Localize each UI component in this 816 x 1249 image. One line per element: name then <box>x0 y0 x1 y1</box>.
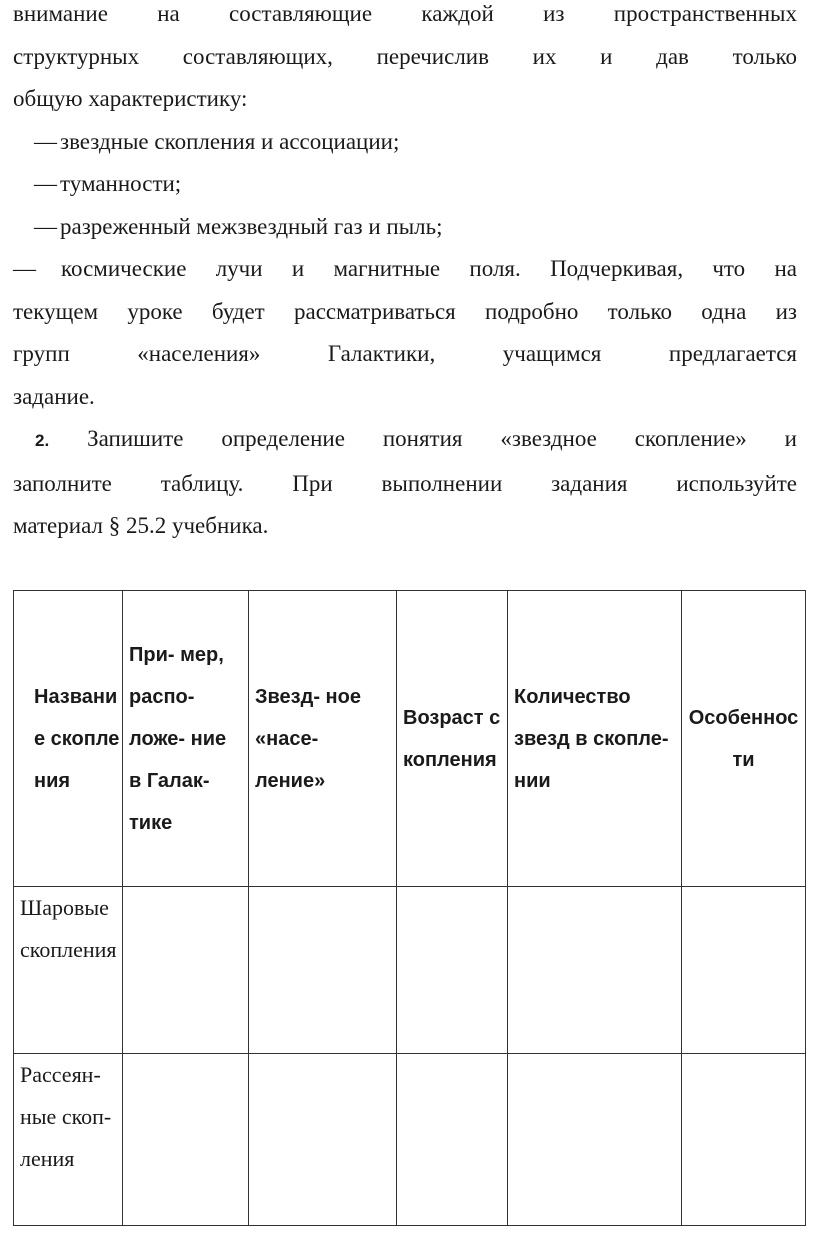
table-cell[interactable] <box>123 887 249 1054</box>
document-page <box>13 0 797 548</box>
row-name-open: Рассеян- ные скоп- ления <box>14 1054 123 1226</box>
intro-line-1: внимание на составляющие каждой из пространственных <box>13 1 797 26</box>
list-item: — звездные скопления и ассоциации; <box>13 121 797 164</box>
table-cell[interactable] <box>508 1054 682 1226</box>
intro-line-3: общую характеристику: <box>13 86 248 111</box>
list-item: — туманности; <box>13 163 797 206</box>
dash-symbol: — <box>34 213 57 239</box>
intro-line-2: структурных составляющих, перечислив их и дав только <box>13 43 797 69</box>
task-line-1 <box>13 418 797 463</box>
header-name: Название скопления <box>14 591 123 887</box>
table-header-row <box>14 591 806 887</box>
header-features: Особенности <box>682 591 806 887</box>
dash-symbol: — <box>13 256 36 281</box>
table-row <box>14 887 806 1054</box>
task-text: Запишите определение понятия «звездное скопление» и <box>87 426 797 451</box>
clusters-table <box>13 590 806 1226</box>
task-number: 2. <box>35 431 50 450</box>
header-stellar-population: Звезд- ное «насе- ление» <box>249 591 397 887</box>
list-item-with-followup <box>13 248 797 291</box>
table-cell[interactable] <box>397 1054 508 1226</box>
dash-symbol: — <box>34 128 57 154</box>
table-row <box>14 1054 806 1226</box>
task-line-3: материал § 25.2 учебника. <box>13 513 269 538</box>
dash-symbol: — <box>34 171 57 196</box>
table-cell[interactable] <box>249 1054 397 1226</box>
list-item: — разреженный межзвездный газ и пыль; <box>13 206 797 249</box>
table-cell[interactable] <box>682 887 806 1054</box>
row-name-globular: Шаровые скопления <box>14 887 123 1054</box>
followup-line-2: текущем уроке будет рассматриваться подробно только одна из <box>13 298 797 324</box>
followup-line-3: групп «населения» Галактики, учащимся предлагается <box>13 341 797 366</box>
header-age: Возраст скопления <box>397 591 508 887</box>
table-cell[interactable] <box>397 887 508 1054</box>
task-line-2: заполните таблицу. При выполнении задания используйте <box>13 470 797 496</box>
table-cell[interactable] <box>508 887 682 1054</box>
list-item-text: космические лучи и магнитные поля. <box>61 256 521 281</box>
table-cell[interactable] <box>249 887 397 1054</box>
table-cell[interactable] <box>123 1054 249 1226</box>
table-cell[interactable] <box>682 1054 806 1226</box>
header-star-count: Количество звезд в скопле- нии <box>508 591 682 887</box>
header-example: При- мер, распо- ложе- ние в Галак- тике <box>123 591 249 887</box>
followup-text: Подчеркивая, что на <box>550 256 797 281</box>
followup-line-4: задание. <box>13 383 95 409</box>
